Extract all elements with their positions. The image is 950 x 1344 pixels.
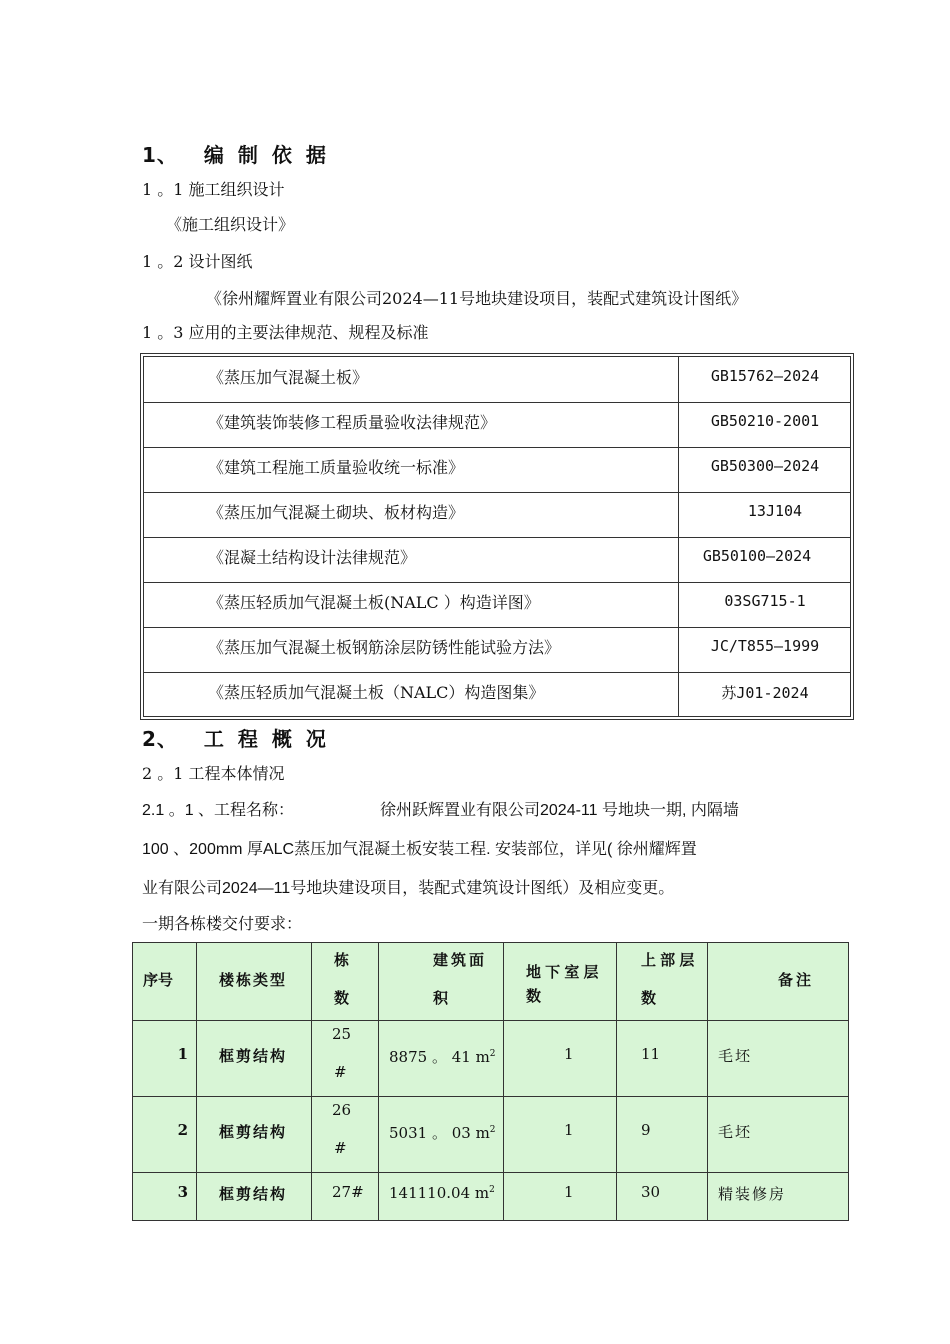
standard-name: 《蒸压加气混凝土板》 <box>208 368 369 387</box>
cell-no: 3 <box>177 1183 188 1201</box>
cell-note: 精装修房 <box>718 1185 787 1203</box>
standard-name: 《蒸压加气混凝土板钢筋涂层防锈性能试验方法》 <box>208 638 561 657</box>
header-area-a: 建筑面 <box>433 952 488 969</box>
header-upper-a: 上 部 层 <box>641 952 695 969</box>
project-desc-line-2: 100 、200mm 厚ALC蒸压加气混凝土板安装工程. 安装部位，详见( 徐州耀辉置 <box>142 841 697 858</box>
section-2-title: 工程概况 <box>203 727 340 751</box>
cell-type: 框剪结构 <box>219 1123 288 1141</box>
subsection-1-1-title: 1 。1 施工组织设计 <box>142 180 285 199</box>
project-desc-line-3: 业有限公司2024—11号地块建设项目，装配式建筑设计图纸）及相应变更。 <box>142 880 675 897</box>
cell-note: 毛坯 <box>718 1047 753 1065</box>
standard-name: 《建筑装饰装修工程质量验收法律规范》 <box>208 413 497 432</box>
table-row <box>133 1021 849 1097</box>
header-building-a: 栋 <box>334 952 350 969</box>
standard-code: JC/T855—1999 <box>710 637 820 655</box>
cell-building-a: 27# <box>332 1183 364 1201</box>
subsection-2-1-title: 2 。1 工程本体情况 <box>142 764 285 783</box>
cell-area: 5031 。 03 $m^2$ <box>389 1124 496 1142</box>
header-basement-b: 数 <box>526 988 542 1005</box>
standard-name: 《混凝土结构设计法律规范》 <box>208 548 417 567</box>
subsection-1-1-body: 《施工组织设计》 <box>166 215 295 234</box>
section-2-number: 2、 <box>142 727 178 751</box>
header-building-b: 数 <box>334 990 350 1007</box>
table-header-row <box>133 943 849 1021</box>
standards-table <box>140 353 854 720</box>
table-row <box>133 1097 849 1173</box>
standards-row <box>144 582 850 628</box>
cell-basement: 1 <box>564 1183 574 1201</box>
cell-note: 毛坯 <box>718 1123 753 1141</box>
project-name-label: 2.1 。1 、工程名称： <box>142 802 295 819</box>
cell-building-a: 26 <box>332 1101 352 1119</box>
subsection-1-2-body: 《徐州耀辉置业有限公司2024—11号地块建设项目，装配式建筑设计图纸》 <box>206 289 748 308</box>
standard-code: 03SG715-1 <box>724 592 806 610</box>
section-1-heading <box>142 139 340 168</box>
subsection-1-2-title: 1 。2 设计图纸 <box>142 252 253 271</box>
area-unit-superscript: 2 <box>489 1125 496 1135</box>
cell-basement: 1 <box>564 1121 574 1139</box>
standard-code: GB50100—2024 <box>702 547 812 565</box>
standards-row <box>144 492 850 538</box>
standards-row <box>144 672 850 718</box>
cell-type: 框剪结构 <box>219 1047 288 1065</box>
standard-name: 《建筑工程施工质量验收统一标准》 <box>208 458 465 477</box>
area-unit-superscript: 2 <box>489 1049 496 1059</box>
cell-no: 2 <box>177 1121 188 1139</box>
cell-building-b: # <box>334 1063 347 1081</box>
header-no: 序号 <box>143 972 174 989</box>
standards-row <box>144 537 850 583</box>
cell-area: 141110.04 $m^2$ <box>389 1184 495 1202</box>
table-row <box>133 1173 849 1221</box>
area-unit-superscript: 2 <box>489 1185 495 1195</box>
standard-name: 《蒸压加气混凝土砌块、板材构造》 <box>208 503 465 522</box>
standard-code: GB50210-2001 <box>710 412 820 430</box>
cell-upper: 30 <box>641 1183 661 1201</box>
subsection-1-3-title: 1 。3 应用的主要法律规范、规程及标准 <box>142 323 429 342</box>
cell-no: 1 <box>177 1045 188 1063</box>
cell-upper: 9 <box>641 1121 651 1139</box>
building-table <box>132 942 849 1221</box>
section-1-number: 1、 <box>142 143 178 167</box>
header-note: 备注 <box>778 972 815 989</box>
standards-row <box>144 627 850 673</box>
standards-row <box>144 447 850 493</box>
delivery-requirements-label: 一期各栋楼交付要求： <box>142 914 303 933</box>
standard-name: 《蒸压轻质加气混凝土板(NALC ）构造详图》 <box>208 593 540 612</box>
standard-code: GB50300—2024 <box>710 457 820 475</box>
header-type: 楼栋类型 <box>219 972 288 989</box>
standard-name: 《蒸压轻质加气混凝土板（NALC）构造图集》 <box>208 683 545 702</box>
standard-code: 13J104 <box>747 502 803 520</box>
cell-type: 框剪结构 <box>219 1185 288 1203</box>
header-area-b: 积 <box>433 990 449 1007</box>
standard-code: 苏J01-2024 <box>721 684 809 702</box>
header-upper-b: 数 <box>641 990 657 1007</box>
section-1-title: 编制依据 <box>203 143 340 167</box>
cell-area: 8875 。 41 $m^2$ <box>389 1048 496 1066</box>
standards-row <box>144 402 850 448</box>
cell-building-a: 25 <box>332 1025 352 1043</box>
standards-row <box>144 357 850 403</box>
header-basement-a: 地 下 室 层 <box>526 964 599 981</box>
project-name-value: 徐州跃辉置业有限公司2024-11 号地块一期, 内隔墙 <box>380 802 739 819</box>
cell-building-b: # <box>334 1139 347 1157</box>
standard-code: GB15762—2024 <box>710 367 820 385</box>
cell-upper: 11 <box>641 1045 661 1063</box>
cell-basement: 1 <box>564 1045 574 1063</box>
section-2-heading <box>142 723 340 752</box>
